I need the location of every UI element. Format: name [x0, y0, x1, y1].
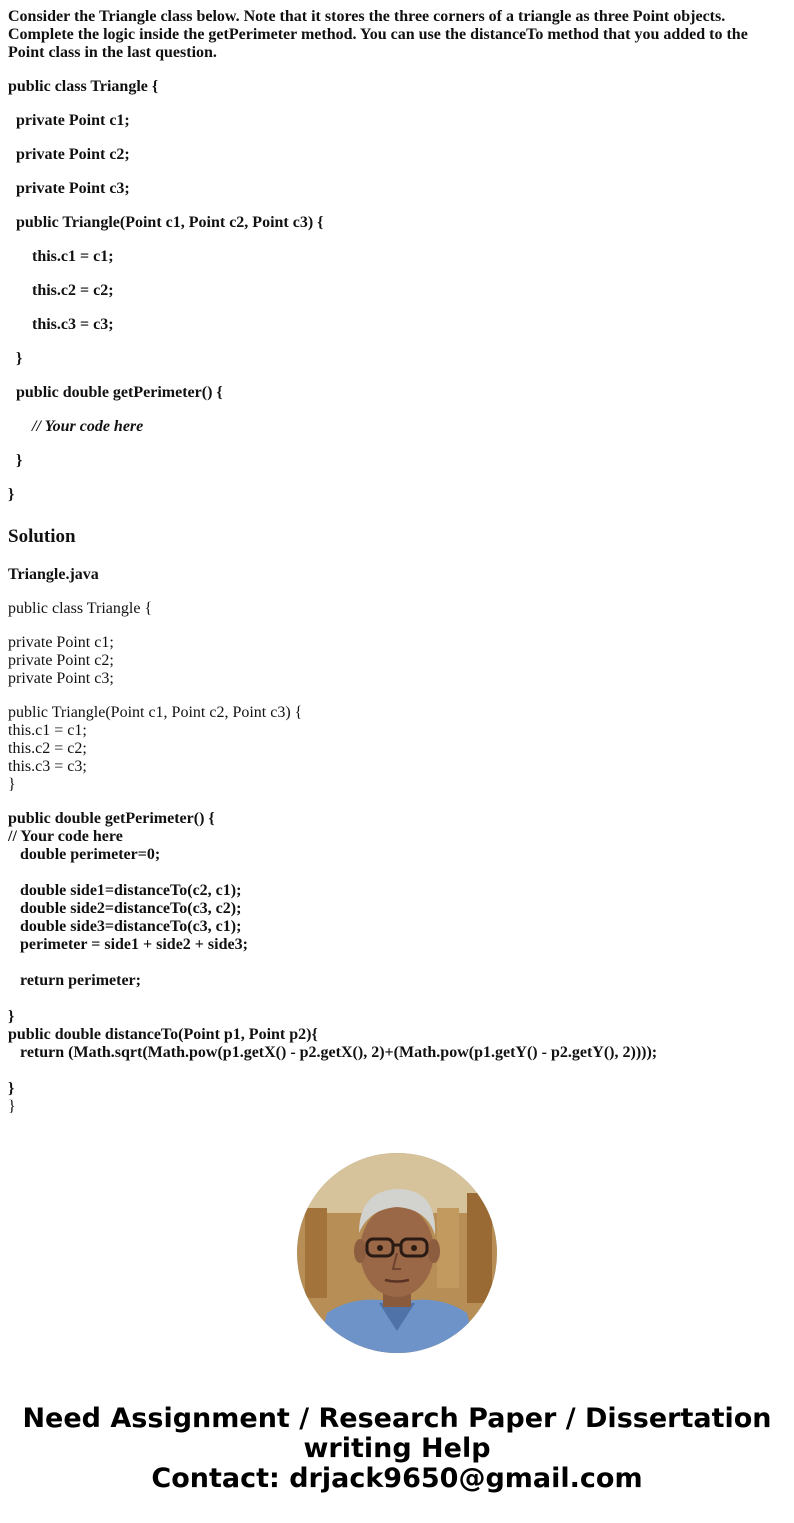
question-intro: Consider the Triangle class below. Note that it stores the three corners of a triangle as three Point objects. Complete the logic inside the getPerimeter method. You can use the distanceTo method that you added to the Point class in the last question. [8, 8, 748, 61]
solution-code-line: public class Triangle { [8, 600, 153, 617]
question-code-line: } [8, 452, 23, 469]
solution-code-line: double side3=distanceTo(c3, c1); [8, 918, 242, 935]
promo-banner [0, 1404, 794, 1494]
file-name: Triangle.java [8, 566, 99, 583]
question-code-line: } [8, 350, 23, 367]
question-code-line: this.c1 = c1; [8, 248, 114, 265]
solution-heading: Solution [8, 526, 76, 547]
question-code-line: this.c3 = c3; [8, 316, 114, 333]
question-code-line: public class Triangle { [8, 78, 159, 95]
question-code-comment: // Your code here [8, 418, 144, 435]
solution-code-line: private Point c2; [8, 652, 114, 669]
question-code-line: public double getPerimeter() { [8, 384, 223, 401]
question-code-line: private Point c2; [8, 146, 130, 163]
page-content [8, 8, 788, 1116]
question-code [8, 78, 788, 504]
solution-code-line: this.c1 = c1; [8, 722, 87, 739]
solution-code-line: public double distanceTo(Point p1, Point p2){ [8, 1026, 318, 1043]
promo-line: writing Help [303, 1433, 491, 1464]
solution-code-line: } [8, 1080, 15, 1097]
solution-code-line: this.c2 = c2; [8, 740, 87, 757]
solution-code-line: perimeter = side1 + side2 + side3; [8, 936, 248, 953]
question-code-line: this.c2 = c2; [8, 282, 114, 299]
solution-code-line [8, 954, 788, 972]
question-code-line: private Point c3; [8, 180, 130, 197]
solution-code-line: public Triangle(Point c1, Point c2, Point c3) { [8, 704, 303, 721]
solution-code-line [8, 864, 788, 882]
solution-code-line: } [8, 1098, 16, 1115]
solution-code-block [8, 600, 788, 618]
solution-code-line: this.c3 = c3; [8, 758, 87, 775]
solution-code-block [8, 704, 788, 794]
tutor-portrait-icon [297, 1153, 497, 1353]
solution-code-line: double side2=distanceTo(c3, c2); [8, 900, 242, 917]
promo-line: Need Assignment / Research Paper / Dissertation [22, 1403, 772, 1434]
promo-contact: Contact: drjack9650@gmail.com [151, 1463, 643, 1494]
solution-code-line: return perimeter; [8, 972, 141, 989]
solution-code-line: public double getPerimeter() { [8, 810, 215, 827]
solution-code-line [8, 990, 788, 1008]
question-code-line: } [8, 486, 15, 503]
solution-code-line: // Your code here [8, 828, 123, 845]
solution-code-line: double perimeter=0; [8, 846, 161, 863]
solution-code-line: } [8, 776, 16, 793]
solution-code-line: private Point c3; [8, 670, 114, 687]
solution-code-line: } [8, 1008, 15, 1025]
solution-code-line [8, 1062, 788, 1080]
solution-code-line: private Point c1; [8, 634, 114, 651]
solution-code-block [8, 810, 788, 1116]
solution-code-line: return (Math.sqrt(Math.pow(p1.getX() - p2.getX(), 2)+(Math.pow(p1.getY() - p2.getY(), 2)))); [8, 1044, 658, 1061]
solution-code-block [8, 634, 788, 688]
solution-code-line: double side1=distanceTo(c2, c1); [8, 882, 242, 899]
question-code-line: private Point c1; [8, 112, 130, 129]
question-code-line: public Triangle(Point c1, Point c2, Point c3) { [8, 214, 324, 231]
